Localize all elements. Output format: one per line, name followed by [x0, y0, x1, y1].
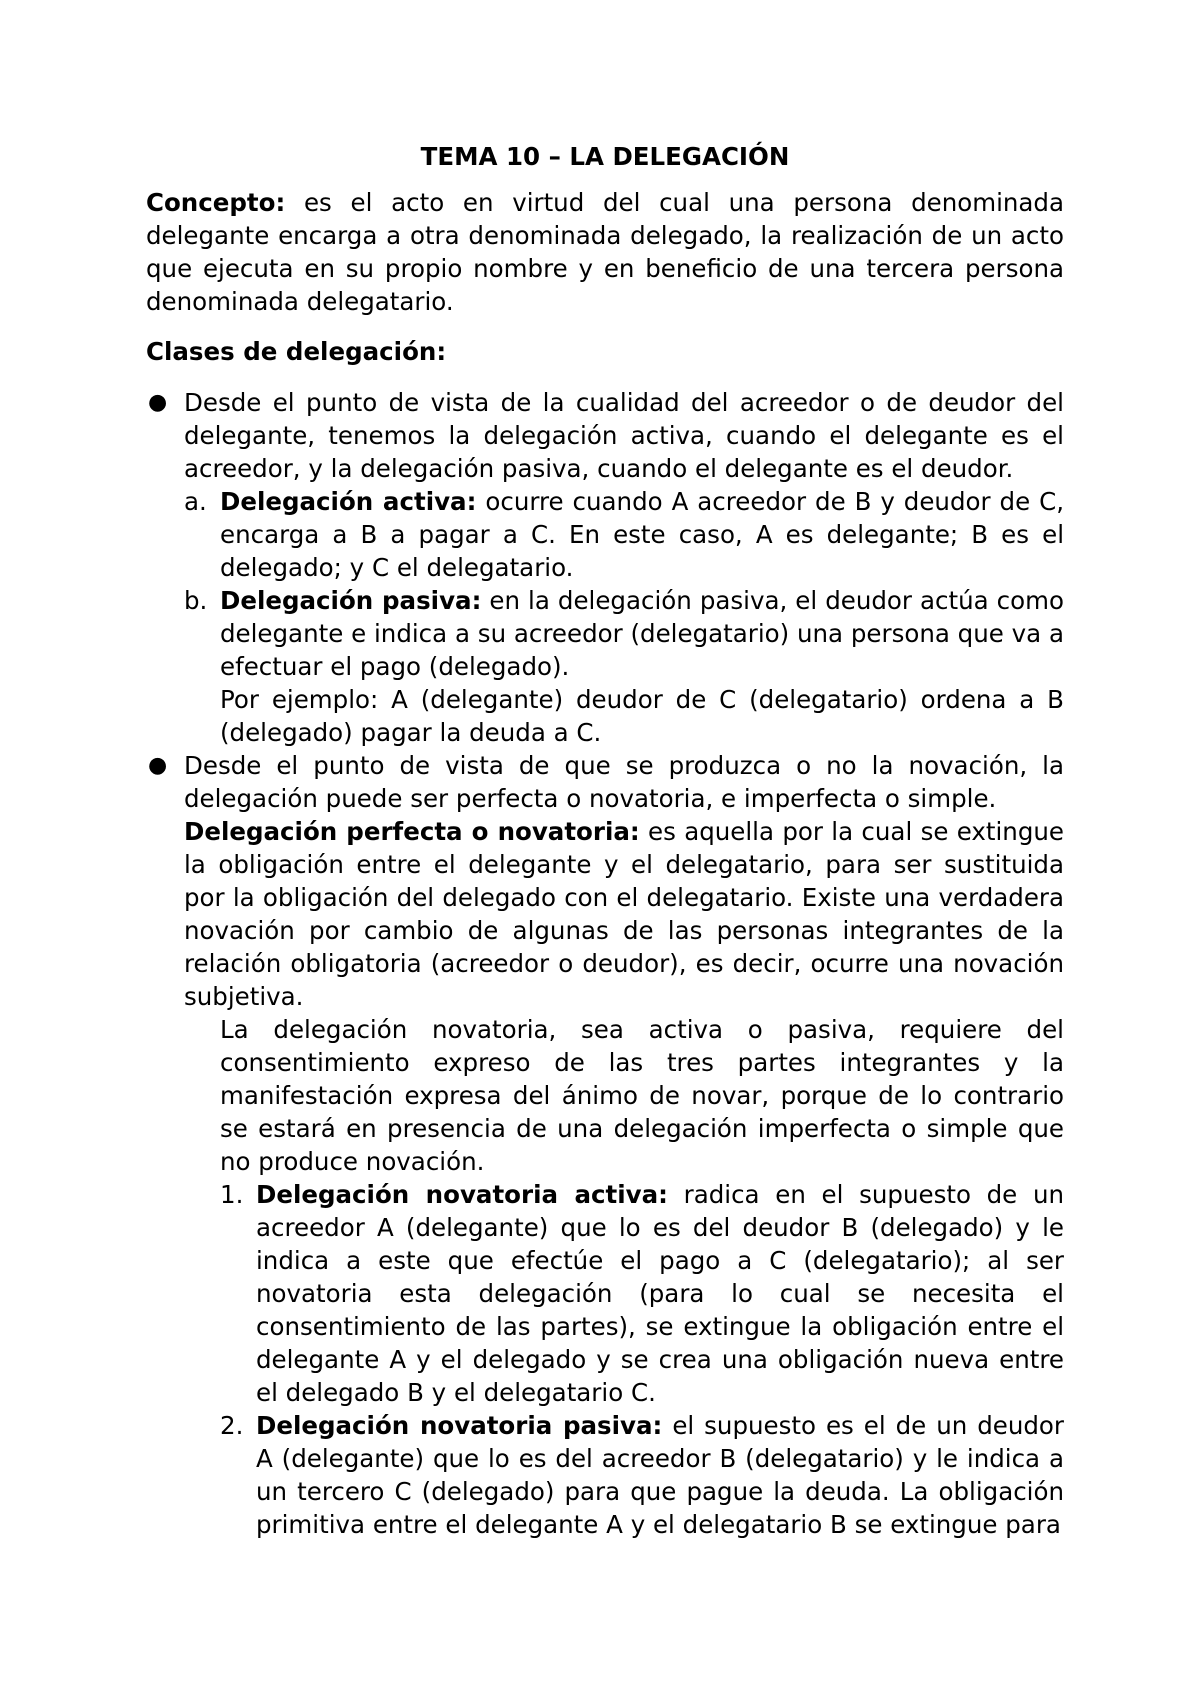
- novatoria-activa-text: radica en el supuesto de un acreedor A (delegante) que lo es del deudor B (delegado) y le indica a este que efectúe el pago a C (delegatario); al ser novatoria esta delegación (para lo cual se necesita el consentimiento de las partes), se extingue la obligación entre el delegante A y el delegado y se crea una obligación nueva entre el delegado B y el delegatario C.: [256, 1180, 1065, 1407]
- list-marker-a: a.: [184, 487, 207, 516]
- numbered-item-1: [146, 1178, 1064, 1409]
- bullet-icon: ●: [148, 390, 168, 415]
- numbered-item-2: [146, 1409, 1064, 1541]
- perfecta-text: es aquella por la cual se extingue la obligación entre el delegante y el delegatario, para ser sustituida por la obligación del delegado con el delegatario. Existe una verdadera novación por cambio de algunas de las personas integrantes de la relación obligatoria (acreedor o deudor), es decir, ocurre una novación subjetiva.: [184, 817, 1064, 1011]
- perfecta-label: Delegación perfecta o novatoria:: [184, 817, 640, 846]
- novatoria-pasiva-text: el supuesto es el de un deudor A (delegante) que lo es del acreedor B (delegatario) y le indica a un tercero C (delegado) para que pague la deuda. La obligación primitiva entre el delegante A y el delegatario B se extingue para: [256, 1411, 1064, 1539]
- list-marker-b: b.: [184, 586, 208, 615]
- list-marker-1: 1.: [220, 1180, 244, 1209]
- ejemplo-paragraph: Por ejemplo: A (delegante) deudor de C (delegatario) ordena a B (delegado) pagar la deuda a C.: [220, 685, 1064, 747]
- delegacion-activa-label: Delegación activa:: [220, 487, 477, 516]
- list-item-a: [146, 485, 1064, 584]
- list-marker-2: 2.: [220, 1411, 244, 1440]
- delegacion-activa-text: ocurre cuando A acreedor de B y deudor de C, encarga a B a pagar a C. En este caso, A es delegante; B es el delegado; y C el delegatario.: [220, 487, 1064, 582]
- novatoria-activa-label: Delegación novatoria activa:: [256, 1180, 668, 1209]
- delegacion-pasiva-label: Delegación pasiva:: [220, 586, 482, 615]
- concepto-label: Concepto:: [146, 188, 286, 217]
- bullet-cualidad-text: Desde el punto de vista de la cualidad del acreedor o de deudor del delegante, tenemos la delegación activa, cuando el delegante es el acreedor, y la delegación pasiva, cuando el delegante es el deudor.: [184, 388, 1064, 483]
- bullet-item-novacion: [146, 749, 1064, 815]
- delegacion-pasiva-text: en la delegación pasiva, el deudor actúa como delegante e indica a su acreedor (delegatario) una persona que va a efectuar el pago (delegado).: [220, 586, 1064, 681]
- novatoria-pasiva-label: Delegación novatoria pasiva:: [256, 1411, 663, 1440]
- concepto-paragraph: [146, 186, 1064, 318]
- perfecta-paragraph: [146, 815, 1064, 1013]
- concepto-text: es el acto en virtud del cual una persona denominada delegante encarga a otra denominada delegado, la realización de un acto que ejecuta en su propio nombre y en beneficio de una tercera persona denominada delegatario.: [146, 188, 1064, 316]
- bullet-icon: ●: [148, 753, 168, 778]
- list-item-b: [146, 584, 1064, 683]
- bullet-item-cualidad: [146, 386, 1064, 485]
- document-title: TEMA 10 – LA DELEGACIÓN: [420, 142, 790, 171]
- clases-heading: Clases de delegación:: [146, 337, 447, 366]
- bullet-novacion-text: Desde el punto de vista de que se produzca o no la novación, la delegación puede ser perfecta o novatoria, e imperfecta o simple.: [184, 751, 1064, 813]
- novatoria-paragraph: La delegación novatoria, sea activa o pasiva, requiere del consentimiento expreso de las tres partes integrantes y la manifestación expresa del ánimo de novar, porque de lo contrario se estará en presencia de una delegación imperfecta o simple que no produce novación.: [220, 1015, 1064, 1176]
